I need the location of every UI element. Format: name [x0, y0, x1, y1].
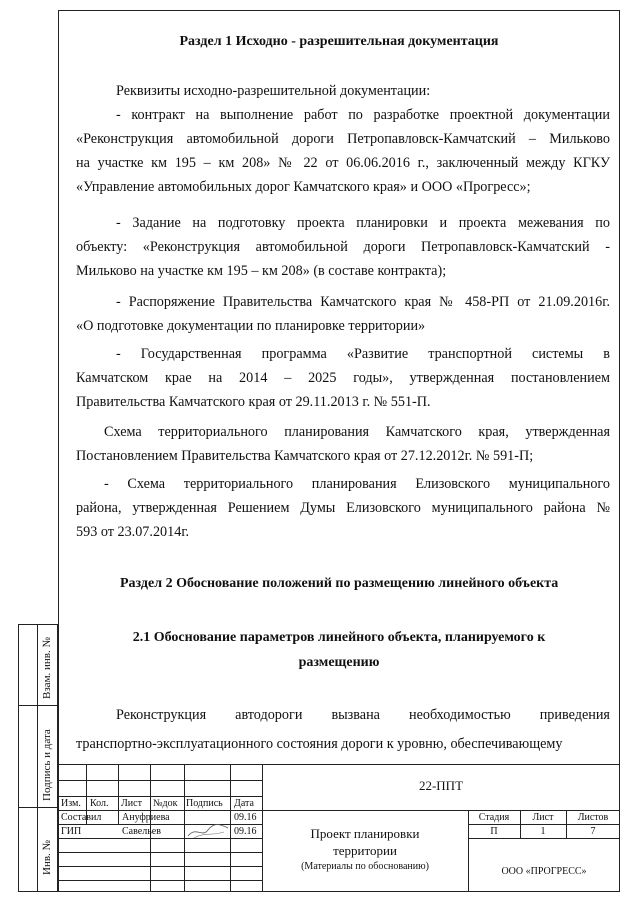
project-title-1: Проект планировки [310, 826, 420, 841]
stamp-line [468, 824, 620, 825]
section1-item-6 [76, 472, 610, 544]
text-line: - Государственная программа «Развитие транспортной системы в [116, 346, 610, 362]
section1-item-2 [76, 211, 610, 283]
stamp-line [230, 764, 231, 892]
section1-title: Раздел 1 Исходно - разрешительная документация [179, 34, 499, 49]
side-strip-sep-1 [19, 705, 57, 706]
text-line: - Распоряжение Правительства Камчатского края № 458-РП от 21.09.2016г. [116, 294, 610, 310]
stamp-header-kol: Кол. [90, 798, 109, 809]
stamp-role: ГИП [61, 826, 82, 837]
text-line: Схема территориального планирования Камчатского края, утвержденная [104, 424, 610, 440]
inv-label: Инв. № [41, 839, 53, 875]
stamp-line [184, 764, 185, 892]
stamp-line [58, 810, 620, 811]
vzam-inv-label: Взам. инв. № [41, 637, 53, 699]
side-strip [18, 624, 58, 892]
stage-value: П [490, 826, 498, 837]
stamp-header-list: Лист [121, 798, 142, 809]
podpis-data-label: Подпись и дата [41, 729, 53, 801]
section1-item-3 [76, 290, 610, 338]
text-line: «Управление автомобильных дорог Камчатского края» и ООО «Прогресс»; [76, 179, 531, 195]
stamp-line [58, 852, 262, 853]
text-line: на участке км 195 – км 208» № 22 от 06.06.2016 г., заключенный между КГКУ [76, 155, 610, 171]
para-word: приведения [539, 707, 610, 723]
sheets-header: Листов [577, 812, 609, 823]
stage-header: Стадия [478, 812, 510, 823]
stamp-header-ndok: №док [153, 798, 178, 809]
para-word: Реконструкция [116, 707, 207, 723]
text-line: Камчатском крае на 2014 – 2025 годы», утвержденная постановлением [76, 370, 610, 386]
side-strip-sep-2 [19, 807, 57, 808]
stamp-name: Ануфриева [122, 812, 170, 823]
stamp-line [58, 838, 262, 839]
section2-paragraph-line-2: транспортно-эксплуатационного состояния дороги к уровню, обеспечивающему [76, 736, 563, 752]
stamp-header-podpis: Подпись [186, 798, 223, 809]
stamp-date: 09.16 [234, 826, 257, 837]
para-word: вызвана [331, 707, 380, 723]
stamp-name: Савельев [122, 826, 161, 837]
stamp-line [468, 838, 620, 839]
text-line: Мильково на участке км 195 – км 208» (в составе контракта); [76, 263, 447, 279]
stamp-header-data: Дата [234, 798, 254, 809]
section1-item-4 [76, 342, 610, 414]
stamp-line [58, 764, 620, 765]
section2-subtitle-2: размещению [298, 655, 380, 670]
stamp-line [58, 880, 262, 881]
text-line: - контракт на выполнение работ по разработке проектной документации [116, 107, 610, 123]
stamp-line [58, 796, 262, 797]
text-line: Правительства Камчатского края от 29.11.2013 г. № 551-П. [76, 394, 431, 410]
project-title-3: (Материалы по обоснованию) [301, 861, 429, 872]
sheets-value: 7 [590, 826, 596, 837]
text-line: 593 от 23.07.2014г. [76, 524, 190, 540]
section2-subtitle-1: 2.1 Обоснование параметров линейного объекта, планируемого к [132, 630, 546, 645]
section2-title: Раздел 2 Обоснование положений по размещению линейного объекта [120, 576, 559, 591]
stamp-header-izm: Изм. [61, 798, 81, 809]
text-line: «О подготовке документации по планировке территории» [76, 318, 426, 334]
title-block [58, 764, 620, 892]
text-line: района, утвержденная Решением Думы Елизовского муниципального района № [76, 500, 610, 516]
stamp-date: 09.16 [234, 812, 257, 823]
side-strip-divider [37, 625, 38, 891]
stamp-line [58, 780, 262, 781]
sheet-header: Лист [532, 812, 554, 823]
signature-mark [186, 820, 230, 842]
project-title-2: территории [333, 843, 397, 858]
text-line: - Схема территориального планирования Елизовского муниципального [104, 476, 610, 492]
organization-name: ООО «ПРОГРЕСС» [501, 866, 587, 877]
stamp-role: Составил [61, 812, 102, 823]
stamp-line [58, 866, 262, 867]
para-word: автодороги [235, 707, 303, 723]
stamp-line [58, 824, 262, 825]
section1-item-1 [76, 103, 610, 199]
text-line: «Реконструкция автомобильной дороги Петропавловск-Камчатский – Мильково [76, 131, 610, 147]
stamp-line [118, 764, 119, 824]
text-line: - Задание на подготовку проекта планировки и проекта межевания по [116, 215, 610, 231]
text-line: объекту: «Реконструкция автомобильной дороги Петропавловск-Камчатский - [76, 239, 610, 255]
section2-paragraph-line-1 [116, 707, 610, 724]
document-code: 22-ППТ [418, 778, 464, 793]
sheet-value: 1 [540, 826, 546, 837]
section1-intro: Реквизиты исходно-разрешительной документации: [116, 83, 431, 99]
para-word: необходимостью [409, 707, 511, 723]
section1-item-5 [76, 420, 610, 468]
text-line: Постановлением Правительства Камчатского края от 27.12.2012г. № 591-П; [76, 448, 534, 464]
